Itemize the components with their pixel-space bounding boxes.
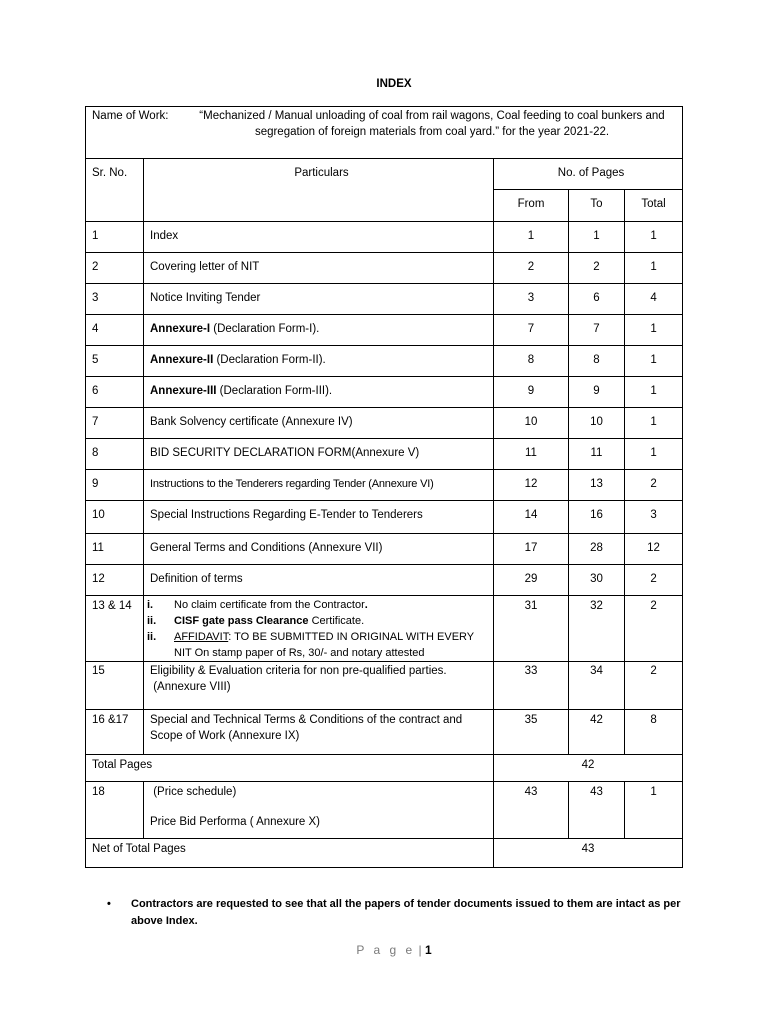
to-cell: 34 [569, 662, 625, 710]
to-cell: 2 [569, 253, 625, 284]
name-of-work-row [86, 107, 683, 159]
page-word: P a g e [356, 943, 416, 957]
item-number: i. [147, 599, 154, 611]
to-cell: 7 [569, 315, 625, 346]
total-pages-row [86, 755, 683, 782]
from-cell: 17 [494, 534, 569, 565]
net-total-row [86, 839, 683, 868]
total-cell: 8 [625, 710, 683, 755]
sr-no-header: Sr. No. [86, 159, 144, 222]
total-cell: 12 [625, 534, 683, 565]
particulars-cell [144, 782, 494, 839]
particulars-text: (Declaration Form-I). [210, 323, 320, 335]
index-table [85, 106, 683, 868]
to-cell: 10 [569, 408, 625, 439]
particulars-text: Notice Inviting Tender [150, 292, 261, 304]
to-cell: 11 [569, 439, 625, 470]
table-row [86, 408, 683, 439]
total-cell: 1 [625, 346, 683, 377]
from-cell: 35 [494, 710, 569, 755]
total-header: Total [625, 190, 683, 222]
table-row [86, 470, 683, 501]
sr-cell: 2 [86, 253, 144, 284]
note-paragraph [107, 896, 707, 930]
table-row [86, 346, 683, 377]
table-row [86, 501, 683, 534]
to-cell: 43 [569, 782, 625, 839]
total-cell: 1 [625, 222, 683, 253]
item-number: ii. [147, 615, 157, 627]
page-footer [0, 943, 770, 957]
particulars-bold: Annexure-II [150, 354, 214, 366]
from-header: From [494, 190, 569, 222]
particulars-text: (Declaration Form-III). [216, 385, 333, 397]
net-total-label: Net of Total Pages [86, 839, 494, 868]
from-cell: 7 [494, 315, 569, 346]
page-separator: | [415, 943, 425, 957]
particulars-cell [144, 346, 494, 377]
header-row [86, 159, 683, 190]
item-underline: AFFIDAVIT [174, 631, 229, 643]
particulars-cell [144, 534, 494, 565]
note-text: Contractors are requested to see that all the papers of tender documents issued to them are intact as per above Index. [131, 898, 681, 927]
particulars-line-1: Special and Technical Terms & Conditions of the contract and [150, 714, 463, 726]
list-item [147, 613, 493, 629]
page-title: INDEX [376, 78, 412, 90]
table-row-18 [86, 782, 683, 839]
from-cell: 1 [494, 222, 569, 253]
sr-cell: 6 [86, 377, 144, 408]
sub-items-list [147, 597, 493, 661]
total-pages-value: 42 [494, 755, 683, 782]
particulars-cell [144, 377, 494, 408]
name-of-work-label: Name of Work: [92, 110, 169, 122]
item-text: Certificate. [308, 615, 365, 627]
particulars-text: (Declaration Form-II). [213, 354, 326, 366]
particulars-text: Covering letter of NIT [150, 261, 260, 273]
table-row-13-14 [86, 596, 683, 662]
particulars-bold: Annexure-III [150, 385, 217, 397]
sr-cell: 16 &17 [86, 710, 144, 755]
table-row [86, 377, 683, 408]
particulars-line-2: Price Bid Performa ( Annexure X) [150, 816, 321, 828]
item-text: : TO BE SUBMITTED IN ORIGINAL WITH EVERY NIT On stamp paper of Rs, 30/- and notary attested [174, 631, 474, 659]
total-cell: 1 [625, 377, 683, 408]
particulars-cell [144, 408, 494, 439]
sr-cell: 4 [86, 315, 144, 346]
total-cell: 1 [625, 315, 683, 346]
table-row [86, 222, 683, 253]
table-row [86, 439, 683, 470]
item-text: No claim certificate from the Contractor [174, 599, 365, 611]
page-number: 1 [424, 943, 432, 957]
total-cell: 1 [625, 253, 683, 284]
sr-cell: 1 [86, 222, 144, 253]
from-cell: 3 [494, 284, 569, 315]
table-row [86, 315, 683, 346]
total-cell: 2 [625, 596, 683, 662]
table-row [86, 253, 683, 284]
to-cell: 1 [569, 222, 625, 253]
particulars-cell [144, 662, 494, 710]
particulars-text: Bank Solvency certificate (Annexure IV) [150, 416, 353, 428]
sr-cell: 10 [86, 501, 144, 534]
particulars-cell [144, 501, 494, 534]
particulars-cell [144, 565, 494, 596]
from-cell: 8 [494, 346, 569, 377]
particulars-cell [144, 315, 494, 346]
item-tail: . [364, 599, 368, 611]
from-cell: 33 [494, 662, 569, 710]
to-cell: 32 [569, 596, 625, 662]
sr-cell: 7 [86, 408, 144, 439]
from-cell: 11 [494, 439, 569, 470]
particulars-header: Particulars [144, 159, 494, 222]
to-cell: 6 [569, 284, 625, 315]
particulars-line-2: (Annexure VIII) [150, 681, 231, 693]
from-cell: 43 [494, 782, 569, 839]
particulars-cell [144, 710, 494, 755]
particulars-cell [144, 222, 494, 253]
to-cell: 16 [569, 501, 625, 534]
from-cell: 12 [494, 470, 569, 501]
total-cell: 1 [625, 408, 683, 439]
from-cell: 2 [494, 253, 569, 284]
sr-cell: 5 [86, 346, 144, 377]
particulars-line-2: Scope of Work (Annexure IX) [150, 730, 300, 742]
sr-cell: 8 [86, 439, 144, 470]
to-cell: 9 [569, 377, 625, 408]
sr-cell: 11 [86, 534, 144, 565]
particulars-cell [144, 470, 494, 501]
total-cell: 1 [625, 439, 683, 470]
net-total-value: 43 [494, 839, 683, 868]
particulars-cell [144, 284, 494, 315]
table-row [86, 565, 683, 596]
total-cell: 2 [625, 662, 683, 710]
total-cell: 3 [625, 501, 683, 534]
name-of-work-text: “Mechanized / Manual unloading of coal from rail wagons, Coal feeding to coal bunkers and segregation of foreign materials from coal yard.” for the year 2021-22. [199, 110, 665, 138]
total-pages-label: Total Pages [86, 755, 494, 782]
from-cell: 10 [494, 408, 569, 439]
sr-cell: 9 [86, 470, 144, 501]
to-cell: 8 [569, 346, 625, 377]
item-bold: CISF gate pass Clearance [174, 615, 309, 627]
particulars-line-1: Eligibility & Evaluation criteria for non pre-qualified parties. [150, 665, 447, 677]
particulars-text: BID SECURITY DECLARATION FORM(Annexure V) [150, 447, 420, 459]
to-cell: 30 [569, 565, 625, 596]
to-header: To [569, 190, 625, 222]
to-cell: 42 [569, 710, 625, 755]
from-cell: 31 [494, 596, 569, 662]
particulars-text: Index [150, 230, 179, 242]
total-cell: 4 [625, 284, 683, 315]
sr-cell: 3 [86, 284, 144, 315]
table-row-16-17 [86, 710, 683, 755]
sr-cell: 12 [86, 565, 144, 596]
particulars-line-1: (Price schedule) [150, 786, 237, 798]
item-number: ii. [147, 631, 157, 643]
total-cell: 1 [625, 782, 683, 839]
particulars-cell [144, 439, 494, 470]
table-row-15 [86, 662, 683, 710]
total-cell: 2 [625, 470, 683, 501]
list-item [147, 597, 493, 613]
to-cell: 28 [569, 534, 625, 565]
sr-cell: 13 & 14 [86, 596, 144, 662]
particulars-text: Definition of terms [150, 573, 243, 585]
from-cell: 14 [494, 501, 569, 534]
sr-cell: 18 [86, 782, 144, 839]
table-row [86, 284, 683, 315]
particulars-text: Instructions to the Tenderers regarding Tender (Annexure VI) [150, 478, 434, 490]
sr-cell: 15 [86, 662, 144, 710]
total-cell: 2 [625, 565, 683, 596]
from-cell: 29 [494, 565, 569, 596]
list-item [147, 629, 493, 661]
bullet-icon: • [107, 898, 111, 910]
particulars-bold: Annexure-I [150, 323, 211, 335]
particulars-cell [144, 596, 494, 662]
table-row [86, 534, 683, 565]
from-cell: 9 [494, 377, 569, 408]
particulars-text: General Terms and Conditions (Annexure VII) [150, 542, 383, 554]
particulars-cell [144, 253, 494, 284]
to-cell: 13 [569, 470, 625, 501]
no-of-pages-header: No. of Pages [494, 159, 683, 190]
particulars-text: Special Instructions Regarding E-Tender to Tenderers [150, 509, 423, 521]
